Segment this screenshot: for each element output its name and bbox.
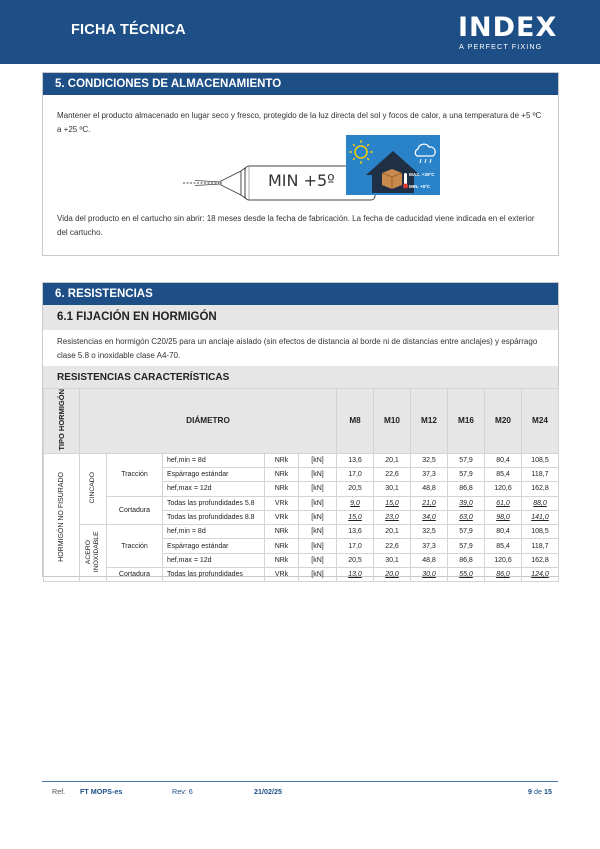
logo-tagline: A PERFECT FIXING <box>459 42 543 51</box>
table-row <box>44 496 559 510</box>
value-cell: 88,0 <box>522 496 559 510</box>
footer-ref-value: FT MOPS-es <box>80 787 123 796</box>
index-logo <box>458 14 568 54</box>
load-type-cell: Cortadura <box>107 568 163 582</box>
material-cell: ACERO INOXIDABLE <box>80 525 107 582</box>
page-header <box>0 0 600 64</box>
storage-paragraph-2: Vida del producto en el cartucho sin abrir: 18 meses desde la fecha de fabricación. La fecha de caducidad viene indicada en el exterior del cartucho. <box>57 214 535 237</box>
storage-paragraph-1: Mantener el producto almacenado en lugar seco y fresco, protegido de la luz directa del sol y focos de calor, a una temperatura de +5 ºC a +25 ºC. <box>57 111 542 134</box>
value-cell: 80,4 <box>485 453 522 467</box>
value-cell: 17,0 <box>337 467 374 481</box>
value-cell: 57,9 <box>448 539 485 553</box>
footer-page-number: 9 de 15 <box>528 787 552 796</box>
value-cell: 20,1 <box>374 525 411 539</box>
logo-word: INDEX <box>458 12 558 43</box>
value-cell: 20,1 <box>374 453 411 467</box>
col-size: M16 <box>448 389 485 454</box>
condition-cell: Todas las profundidades <box>163 568 265 582</box>
unit-cell: [kN] <box>299 539 337 553</box>
value-cell: 13,6 <box>337 453 374 467</box>
storage-section <box>42 72 559 256</box>
storage-heading: 5. CONDICIONES DE ALMACENAMIENTO <box>43 73 558 95</box>
symbol-cell: NRk <box>265 482 299 496</box>
storage-conditions-icon <box>346 135 440 195</box>
unit-cell: [kN] <box>299 467 337 481</box>
footer-ref-label: Ref. <box>52 787 66 796</box>
value-cell: 34,0 <box>411 510 448 524</box>
col-size: M8 <box>337 389 374 454</box>
document-title: FICHA TÉCNICA <box>71 22 186 38</box>
value-cell: 108,5 <box>522 525 559 539</box>
unit-cell: [kN] <box>299 553 337 567</box>
symbol-cell: NRk <box>265 525 299 539</box>
value-cell: 48,8 <box>411 482 448 496</box>
value-cell: 37,3 <box>411 467 448 481</box>
icon-max-text: MAX. +25ºC <box>409 172 435 177</box>
condition-cell: hef,min = 8d <box>163 525 265 539</box>
value-cell: 80,4 <box>485 525 522 539</box>
value-cell: 118,7 <box>522 539 559 553</box>
unit-cell: [kN] <box>299 453 337 467</box>
unit-cell: [kN] <box>299 525 337 539</box>
value-cell: 32,5 <box>411 525 448 539</box>
value-cell: 20,5 <box>337 482 374 496</box>
symbol-cell: VRk <box>265 568 299 582</box>
material-cell: CINCADO <box>80 453 107 524</box>
unit-cell: [kN] <box>299 496 337 510</box>
unit-cell: [kN] <box>299 482 337 496</box>
concrete-fixing-subheading: 6.1 FIJACIÓN EN HORMIGÓN <box>43 305 558 330</box>
value-cell: 85,4 <box>485 467 522 481</box>
resistances-paragraph: Resistencias en hormigón C20/25 para un anclaje aislado (sin efectos de distancia al borde ni de distancias entre anclajes) y espárrago clase 5.8 o inoxidable clase A4-70. <box>57 337 538 360</box>
value-cell: 57,9 <box>448 453 485 467</box>
value-cell: 20,0 <box>374 568 411 582</box>
resistances-section <box>42 282 559 577</box>
value-cell: 141,0 <box>522 510 559 524</box>
value-cell: 57,9 <box>448 525 485 539</box>
icon-min-text: MIN. +5ºC <box>409 184 431 189</box>
value-cell: 21,0 <box>411 496 448 510</box>
value-cell: 86,8 <box>448 482 485 496</box>
col-tipo-hormigon: TIPO HORMIGÓN <box>44 389 80 454</box>
concrete-type-cell: HORMIGÓN NO FISURADO <box>44 453 80 582</box>
table-row <box>44 568 559 582</box>
value-cell: 13,0 <box>337 568 374 582</box>
page-footer <box>42 781 558 796</box>
value-cell: 63,0 <box>448 510 485 524</box>
value-cell: 23,0 <box>374 510 411 524</box>
value-cell: 22,6 <box>374 539 411 553</box>
resistances-heading: 6. RESISTENCIAS <box>43 283 558 305</box>
value-cell: 37,3 <box>411 539 448 553</box>
value-cell: 17,0 <box>337 539 374 553</box>
symbol-cell: VRk <box>265 510 299 524</box>
cartridge-label: MIN +5º <box>268 171 335 190</box>
value-cell: 15,0 <box>337 510 374 524</box>
col-size: M10 <box>374 389 411 454</box>
value-cell: 30,0 <box>411 568 448 582</box>
value-cell: 86,8 <box>448 553 485 567</box>
symbol-cell: NRk <box>265 453 299 467</box>
value-cell: 32,5 <box>411 453 448 467</box>
value-cell: 39,0 <box>448 496 485 510</box>
load-type-cell: Cortadura <box>107 496 163 525</box>
value-cell: 98,0 <box>485 510 522 524</box>
symbol-cell: NRk <box>265 553 299 567</box>
value-cell: 162,8 <box>522 553 559 567</box>
value-cell: 120,6 <box>485 553 522 567</box>
value-cell: 108,5 <box>522 453 559 467</box>
value-cell: 85,4 <box>485 539 522 553</box>
value-cell: 61,0 <box>485 496 522 510</box>
footer-revision: Rev: 6 <box>172 787 193 796</box>
value-cell: 30,1 <box>374 482 411 496</box>
table-row <box>44 453 559 467</box>
symbol-cell: VRk <box>265 496 299 510</box>
value-cell: 22,6 <box>374 467 411 481</box>
footer-date: 21/02/25 <box>254 787 282 796</box>
value-cell: 57,9 <box>448 467 485 481</box>
value-cell: 48,8 <box>411 553 448 567</box>
condition-cell: Espárrago estándar <box>163 539 265 553</box>
resistances-table <box>43 388 559 582</box>
symbol-cell: NRk <box>265 467 299 481</box>
load-type-cell: Tracción <box>107 525 163 568</box>
condition-cell: Espárrago estándar <box>163 467 265 481</box>
col-size: M24 <box>522 389 559 454</box>
table-header-row <box>44 389 559 454</box>
value-cell: 55,0 <box>448 568 485 582</box>
condition-cell: Todas las profundidades 5.8 <box>163 496 265 510</box>
condition-cell: hef,max = 12d <box>163 482 265 496</box>
col-diametro: DIÁMETRO <box>80 389 337 454</box>
symbol-cell: NRk <box>265 539 299 553</box>
value-cell: 9,0 <box>337 496 374 510</box>
value-cell: 30,1 <box>374 553 411 567</box>
load-type-cell: Tracción <box>107 453 163 496</box>
value-cell: 162,8 <box>522 482 559 496</box>
value-cell: 15,0 <box>374 496 411 510</box>
value-cell: 120,6 <box>485 482 522 496</box>
table-row <box>44 525 559 539</box>
unit-cell: [kN] <box>299 568 337 582</box>
condition-cell: Todas las profundidades 8.8 <box>163 510 265 524</box>
col-size: M12 <box>411 389 448 454</box>
condition-cell: hef,max = 12d <box>163 553 265 567</box>
condition-cell: hef,min = 8d <box>163 453 265 467</box>
value-cell: 20,5 <box>337 553 374 567</box>
value-cell: 118,7 <box>522 467 559 481</box>
characteristic-resistances-title: RESISTENCIAS CARACTERÍSTICAS <box>43 366 558 388</box>
unit-cell: [kN] <box>299 510 337 524</box>
value-cell: 86,0 <box>485 568 522 582</box>
value-cell: 13,6 <box>337 525 374 539</box>
value-cell: 124,0 <box>522 568 559 582</box>
col-size: M20 <box>485 389 522 454</box>
